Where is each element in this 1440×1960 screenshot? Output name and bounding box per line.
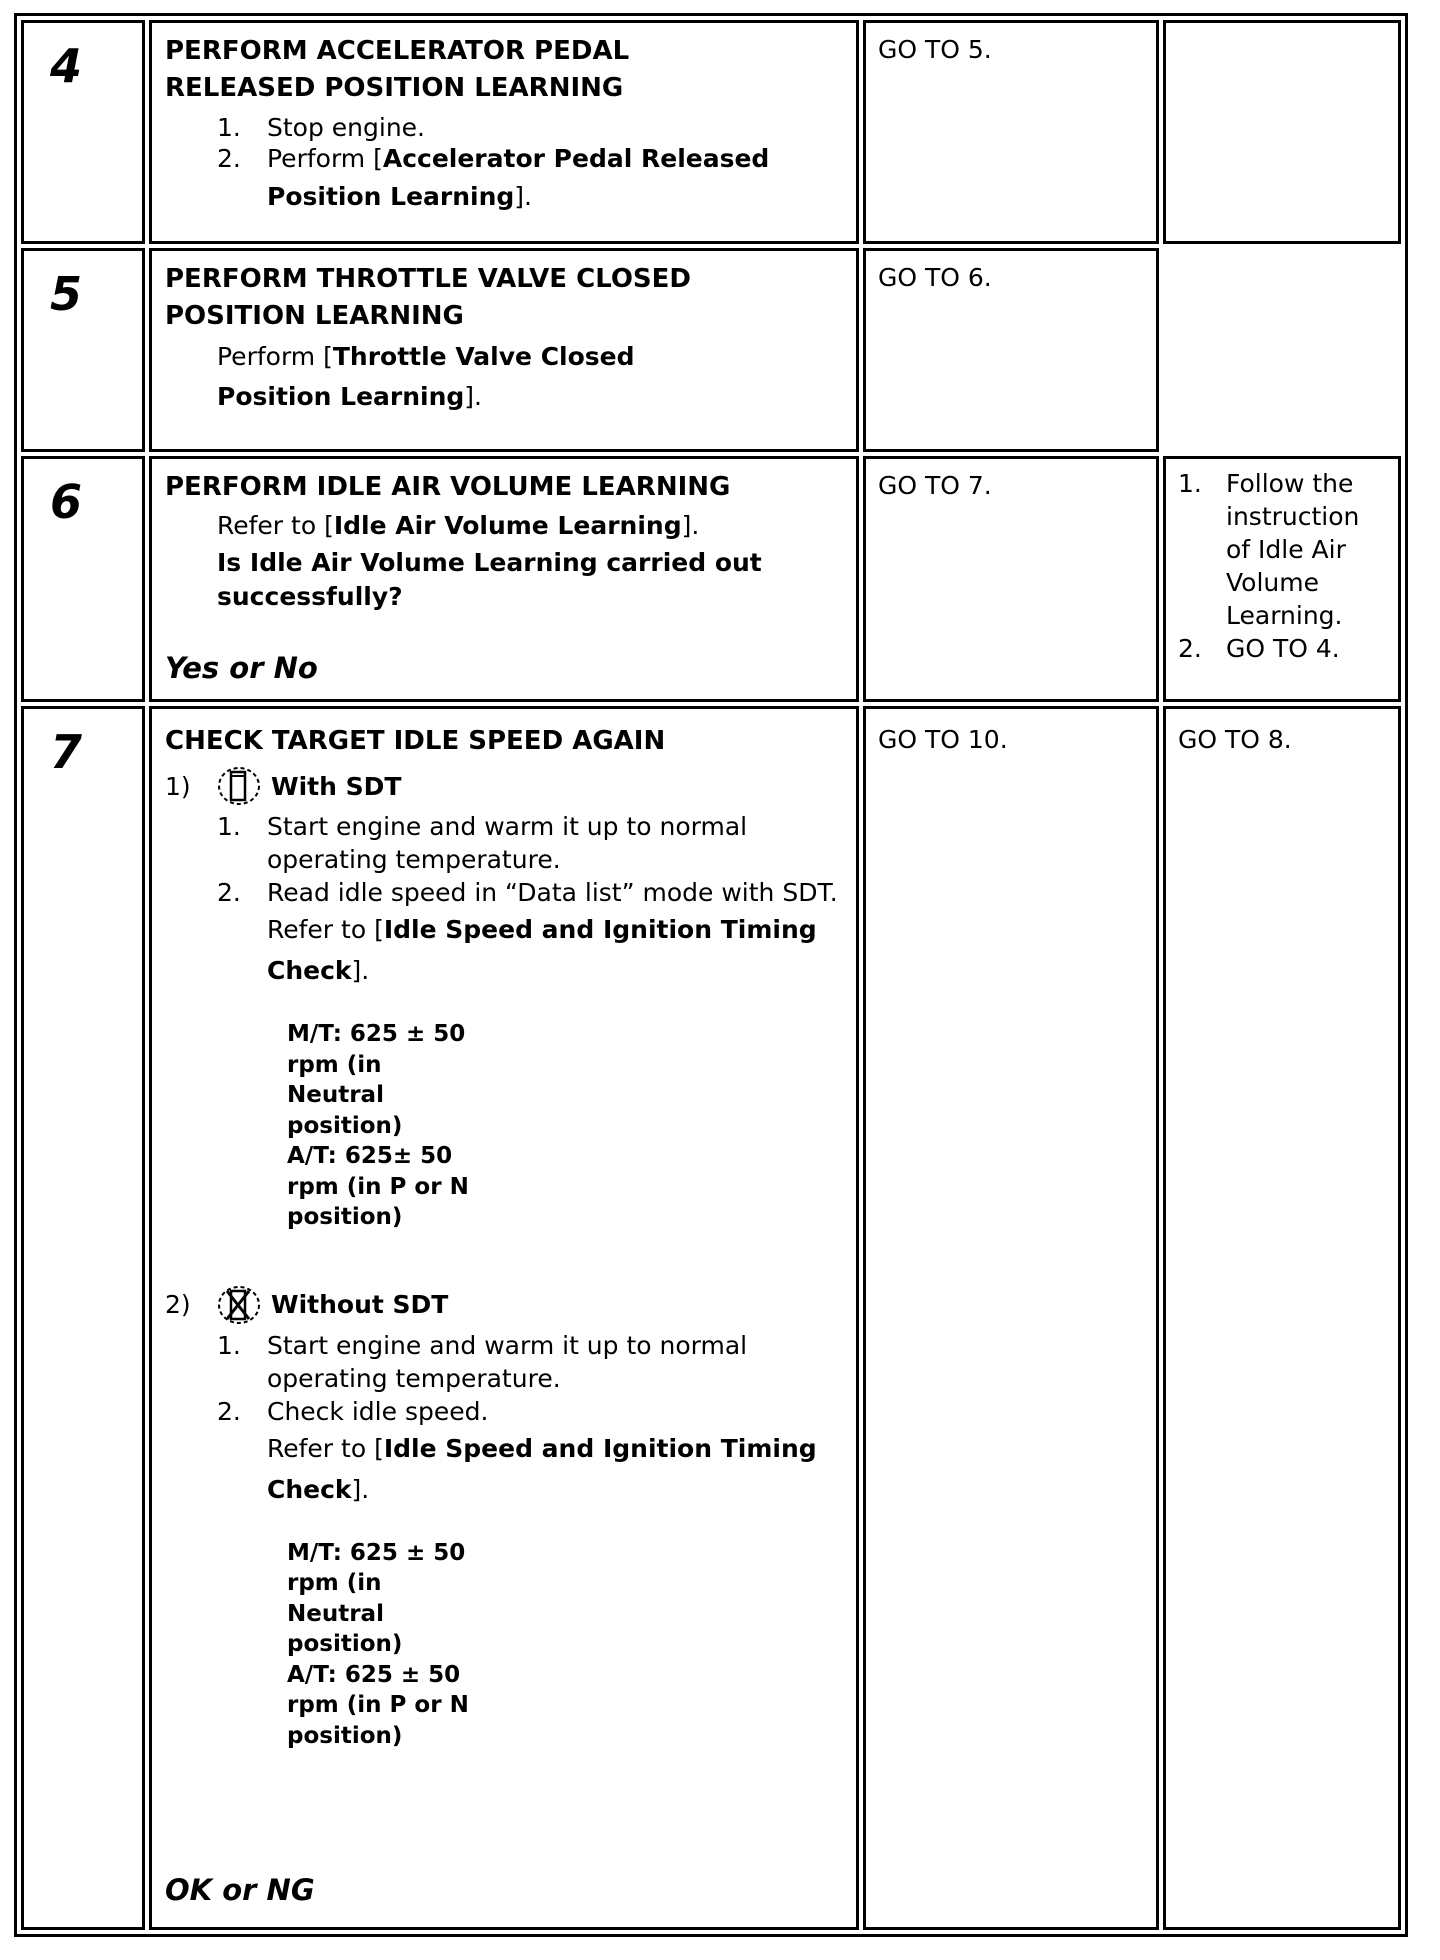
- without-sdt-list: [165, 1329, 844, 1428]
- without-sdt-heading: 2) Without SDT: [165, 1285, 844, 1325]
- idle-speed-spec: M/T: 625 ± 50 rpm (in Neutral position) A/T: 625 ± 50 rpm (in P or N position): [287, 1539, 469, 1749]
- yes-cell: [863, 20, 1159, 244]
- step-number-cell: [21, 706, 145, 1930]
- reference-link[interactable]: Idle Speed and Ignition Timing Check: [267, 1433, 817, 1504]
- step-number: 5: [50, 267, 83, 321]
- step-row-6: [21, 456, 1401, 702]
- answer-prompt: OK or NG: [165, 1873, 315, 1907]
- yes-action: GO TO 7.: [878, 471, 992, 500]
- no-sdt-tester-icon: [215, 1285, 263, 1325]
- no-cell-empty: [1163, 248, 1401, 452]
- reference-link[interactable]: Accelerator Pedal Released Position Learning: [267, 144, 770, 211]
- with-sdt-heading: 1) With SDT: [165, 766, 844, 806]
- step-question: Is Idle Air Volume Learning carried out successfully?: [217, 548, 762, 611]
- no-cell: [1163, 20, 1401, 244]
- step-number: 4: [50, 39, 83, 93]
- yes-cell: [863, 248, 1159, 452]
- no-action: GO TO 8.: [1178, 725, 1292, 754]
- answer-prompt: Yes or No: [165, 651, 318, 685]
- step-instruction: Refer to [Idle Air Volume Learning].: [217, 511, 700, 540]
- step-number-cell: [21, 456, 145, 702]
- list-item: 1. Start engine and warm it up to normal operating temperature.: [217, 812, 748, 874]
- sdt-tester-icon: [215, 766, 263, 806]
- no-action-list: [1178, 467, 1390, 665]
- reference-link[interactable]: Idle Speed and Ignition Timing Check: [267, 915, 817, 985]
- yes-cell: [863, 706, 1159, 1930]
- yes-cell: [863, 456, 1159, 702]
- step-number-cell: [21, 248, 145, 452]
- step-instruction: Perform [Throttle Valve Closed Position Learning].: [217, 342, 635, 411]
- step-list: [165, 111, 844, 216]
- no-cell: [1163, 706, 1401, 1930]
- list-item: 2. Read idle speed in “Data list” mode with SDT.: [217, 878, 838, 907]
- reference-text: Refer to [Idle Speed and Ignition Timing Check].: [267, 1433, 817, 1504]
- step-content-cell: [149, 248, 859, 452]
- with-sdt-list: [165, 810, 844, 909]
- step-number-cell: [21, 20, 145, 244]
- list-item: 1. Follow the instruction of Idle Air Volume Learning.: [1178, 469, 1360, 630]
- step-row-7: [21, 706, 1401, 1930]
- step-row-5: [21, 248, 1401, 452]
- step-title: CHECK TARGET IDLE SPEED AGAIN: [165, 726, 666, 756]
- idle-speed-spec: M/T: 625 ± 50 rpm (in Neutral position) A/T: 625± 50 rpm (in P or N position): [287, 1021, 469, 1230]
- step-title: PERFORM THROTTLE VALVE CLOSED POSITION LEARNING: [165, 264, 692, 331]
- reference-link[interactable]: Idle Air Volume Learning: [333, 511, 682, 540]
- yes-action: GO TO 10.: [878, 725, 1008, 754]
- yes-action: GO TO 6.: [878, 263, 992, 292]
- yes-action: GO TO 5.: [878, 35, 992, 64]
- list-item: 1. Start engine and warm it up to normal operating temperature.: [217, 1330, 748, 1393]
- list-item: 1. Stop engine.: [217, 113, 425, 142]
- reference-text: Refer to [Idle Speed and Ignition Timing Check].: [267, 915, 817, 985]
- step-title: PERFORM IDLE AIR VOLUME LEARNING: [165, 472, 731, 502]
- diagnostic-procedure-table: [14, 13, 1408, 1937]
- step-content-cell: [149, 456, 859, 702]
- step-number: 6: [50, 475, 83, 529]
- reference-link[interactable]: Throttle Valve Closed Position Learning: [217, 342, 635, 411]
- list-item: 2. Perform [Accelerator Pedal Released Position Learning].: [217, 144, 770, 211]
- step-row-4: [21, 20, 1401, 244]
- list-item: 2. Check idle speed.: [217, 1396, 489, 1426]
- step-content-cell: [149, 20, 859, 244]
- list-item: 2. GO TO 4.: [1178, 634, 1340, 663]
- no-cell: [1163, 456, 1401, 702]
- step-content-cell: [149, 706, 859, 1930]
- step-number: 7: [50, 725, 83, 779]
- step-title: PERFORM ACCELERATOR PEDAL RELEASED POSITION LEARNING: [165, 36, 630, 103]
